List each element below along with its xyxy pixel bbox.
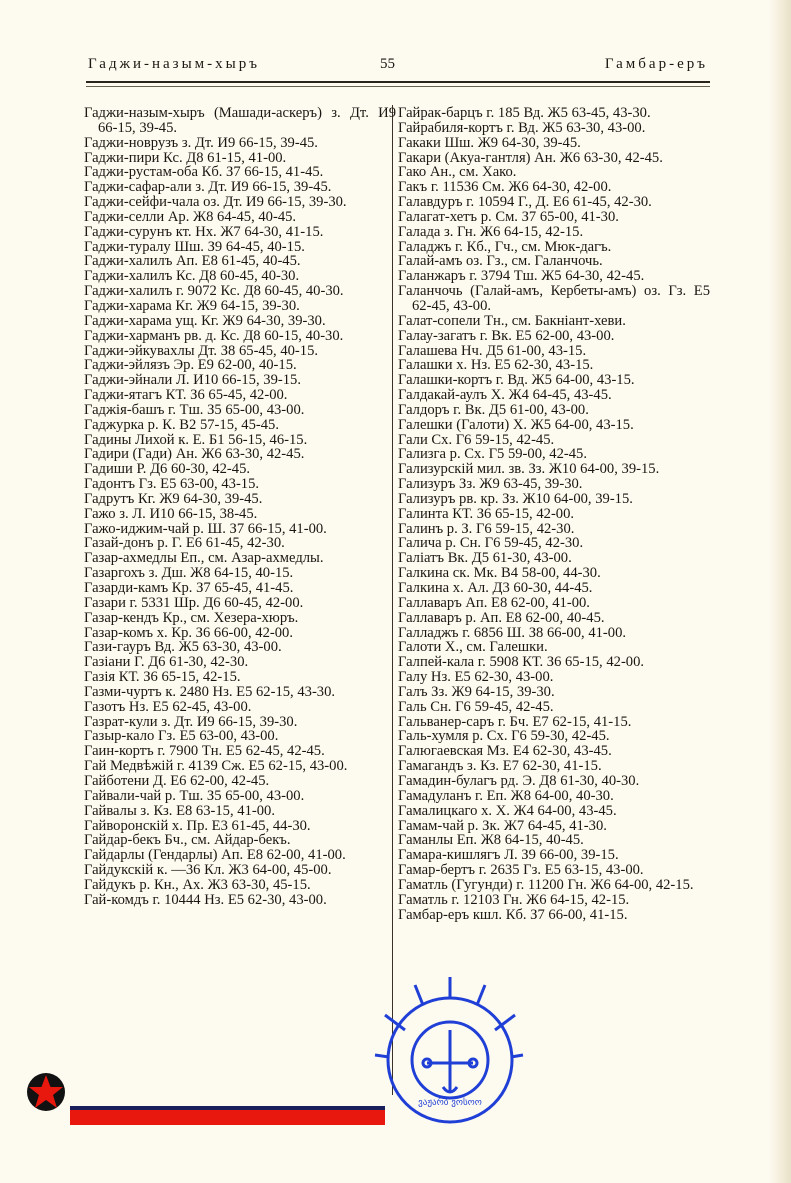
gazetteer-entry: Гализурскій мил. зв. Зз. Ж10 64-00, 39-15.: [398, 461, 660, 478]
gazetteer-entry: Гаджи-харманъ рв. д. Кс. Д8 60-15, 40-30.: [84, 327, 344, 344]
gazetteer-entry: Галладжъ г. 6856 Ш. З8 66-00, 41-00.: [398, 624, 627, 641]
gazetteer-entry: Галат-сопели Тн., см. Бакніант-хеви.: [398, 312, 626, 329]
gazetteer-entry: Гаджи-назым-хыръ (Машади-аскеръ) з. Дт. И9 66-15, 39-45.: [84, 105, 396, 136]
gazetteer-entry: Гамалицкаго х. Х. Ж4 64-00, 43-45.: [398, 802, 617, 819]
gazetteer-entry: Гадири (Гади) Ан. Ж6 63-30, 42-45.: [84, 446, 305, 463]
library-stamp-icon: [365, 975, 525, 1125]
right-column: [398, 106, 710, 922]
red-star-logo-icon: [26, 1072, 66, 1112]
left-column: [84, 106, 396, 908]
left-running-head: Гаджи-назым-хыръ: [88, 56, 260, 72]
gazetteer-entry: Гако Ан., см. Хако.: [398, 164, 517, 181]
gazetteer-entry: Гаджія-башъ г. Тш. З5 65-00, 43-00.: [84, 401, 305, 418]
gazetteer-entry: Галешки (Галоти) Х. Ж5 64-00, 43-15.: [398, 416, 634, 433]
gazetteer-entry: Гаджи-пири Кс. Д8 61-15, 41-00.: [84, 149, 287, 166]
gazetteer-entry: Галича р. Сн. Г6 59-45, 42-30.: [398, 535, 584, 552]
gazetteer-entry: Галдоръ г. Вк. Д5 61-00, 43-00.: [398, 401, 589, 418]
gazetteer-entry: Гаматль г. 12103 Гн. Ж6 64-15, 42-15.: [398, 891, 630, 908]
gazetteer-entry: Гакъ г. 11536 См. Ж6 64-30, 42-00.: [398, 179, 612, 196]
gazetteer-entry: Газар-кендъ Кр., см. Хезера-хюръ.: [84, 609, 299, 626]
gazetteer-entry: Галавдуръ г. 10594 Г., Д. Е6 61-45, 42-30.: [398, 194, 652, 211]
gazetteer-entry: Гаджи-харама Кг. Ж9 64-15, 39-30.: [84, 297, 300, 314]
gazetteer-entry: Гаджи-туралу Шш. З9 64-45, 40-15.: [84, 238, 305, 255]
gazetteer-entry: Гай Медвѣжій г. 4139 Сж. Е5 62-15, 43-00.: [84, 758, 348, 775]
gazetteer-entry: Газар-комъ х. Кр. З6 66-00, 42-00.: [84, 624, 293, 641]
gazetteer-entry: Гализга р. Сх. Г5 59-00, 42-45.: [398, 446, 587, 463]
gazetteer-entry: Гамар-бертъ г. 2635 Гз. Е5 63-15, 43-00.: [398, 862, 644, 879]
gazetteer-entry: Гаманлы Еп. Ж8 64-15, 40-45.: [398, 832, 584, 849]
gazetteer-entry: Гаджи-халилъ Ап. Е8 61-45, 40-45.: [84, 253, 301, 270]
gazetteer-entry: Гализуръ рв. кр. Зз. Ж10 64-00, 39-15.: [398, 490, 633, 507]
gazetteer-entry: Гаджи-ятагъ КТ. З6 65-45, 42-00.: [84, 387, 288, 404]
gazetteer-entry: Гайворонскій х. Пр. Е3 61-45, 44-30.: [84, 817, 311, 834]
gazetteer-entry: Гамам-чай р. Зк. Ж7 64-45, 41-30.: [398, 817, 607, 834]
gazetteer-entry: Гакари (Акуа-гантля) Ан. Ж6 63-30, 42-45.: [398, 149, 663, 166]
gazetteer-entry: Газія КТ. З6 65-15, 42-15.: [84, 669, 241, 686]
gazetteer-entry: Газотъ Нз. Е5 62-45, 43-00.: [84, 698, 252, 715]
gazetteer-entry: Гай-комдъ г. 10444 Нз. Е5 62-30, 43-00.: [84, 891, 327, 908]
gazetteer-entry: Гадиши Р. Д6 60-30, 42-45.: [84, 461, 251, 478]
gazetteer-entry: Галу Нз. Е5 62-30, 43-00.: [398, 669, 554, 686]
page-number: 55: [380, 56, 395, 72]
gazetteer-entry: Гажо-иджим-чай р. Ш. З7 66-15, 41-00.: [84, 520, 327, 537]
gazetteer-entry: Гаин-кортъ г. 7900 Тн. Е5 62-45, 42-45.: [84, 743, 325, 760]
gazetteer-entry: Гази-гауръ Вд. Ж5 63-30, 43-00.: [84, 639, 282, 656]
gazetteer-entry: Газай-донъ р. Г. Е6 61-45, 42-30.: [84, 535, 285, 552]
gazetteer-entry: Гаджи-сурунъ кт. Нх. Ж7 64-30, 41-15.: [84, 223, 324, 240]
gazetteer-entry: Гаджи-сафар-али з. Дт. И9 66-15, 39-45.: [84, 179, 332, 196]
gazetteer-entry: Галь-хумля р. Сх. Г6 59-30, 42-45.: [398, 728, 610, 745]
gazetteer-entry: Галанчочь (Галай-амъ, Кербеты-амъ) оз. Гз. Е5 62-45, 43-00.: [398, 283, 710, 314]
page-edge: [769, 0, 791, 1183]
gazetteer-entry: Галпей-кала г. 5908 КТ. З6 65-15, 42-00.: [398, 654, 645, 671]
gazetteer-entry: Гаджи-сейфи-чала оз. Дт. И9 66-15, 39-30.: [84, 194, 347, 211]
gazetteer-entry: Гализуръ Зз. Ж9 63-45, 39-30.: [398, 476, 583, 493]
gazetteer-entry: Гаджи-халилъ г. 9072 Кс. Д8 60-45, 40-30.: [84, 283, 344, 300]
gazetteer-entry: Галлаваръ р. Ап. Е8 62-00, 40-45.: [398, 609, 605, 626]
gazetteer-entry: Гаджи-рустам-оба Кб. З7 66-15, 41-45.: [84, 164, 324, 181]
gazetteer-entry: Галь Сн. Г6 59-45, 42-45.: [398, 698, 554, 715]
gazetteer-entry: Гайдукъ р. Кн., Ах. Ж3 63-30, 45-15.: [84, 876, 311, 893]
gazetteer-entry: Гальванер-саръ г. Бч. Е7 62-15, 41-15.: [398, 713, 632, 730]
gazetteer-entry: Галинъ р. З. Г6 59-15, 42-30.: [398, 520, 575, 537]
gazetteer-entry: Гажо з. Л. И10 66-15, 38-45.: [84, 505, 258, 522]
gazetteer-entry: Гайрабиля-кортъ г. Вд. Ж5 63-30, 43-00.: [398, 119, 646, 136]
gazetteer-entry: Галкина х. Ал. Д3 60-30, 44-45.: [398, 580, 593, 596]
gazetteer-entry: Гайвалы з. Кз. Е8 63-15, 41-00.: [84, 802, 275, 819]
gazetteer-entry: Гайдарлы (Гендарлы) Ап. Е8 62-00, 41-00.: [84, 847, 346, 864]
gazetteer-entry: Гали Сх. Г6 59-15, 42-45.: [398, 431, 555, 448]
gazetteer-entry: Галада з. Гн. Ж6 64-15, 42-15.: [398, 223, 584, 240]
gazetteer-entry: Гаджи-халилъ Кс. Д8 60-45, 40-30.: [84, 268, 300, 285]
logo-bar-red: [70, 1110, 385, 1125]
gazetteer-entry: Галлаваръ Ап. Е8 62-00, 41-00.: [398, 594, 590, 611]
gazetteer-entry: Газми-чуртъ к. 2480 Нз. Е5 62-15, 43-30.: [84, 683, 336, 700]
gazetteer-entry: Газар-ахмедлы Еп., см. Азар-ахмедлы.: [84, 550, 324, 567]
gazetteer-entry: Гаджи-новрузъ з. Дт. И9 66-15, 39-45.: [84, 134, 318, 151]
gazetteer-entry: Газаргохъ з. Дш. Ж8 64-15, 40-15.: [84, 565, 294, 582]
gazetteer-entry: Газрат-кули з. Дт. И9 66-15, 39-30.: [84, 713, 298, 730]
gazetteer-entry: Гайдукскій к. —36 Кл. Ж3 64-00, 45-00.: [84, 862, 332, 879]
gazetteer-entry: Галашева Нч. Д5 61-00, 43-15.: [398, 342, 587, 359]
gazetteer-entry: Галюгаевская Мз. Е4 62-30, 43-45.: [398, 743, 612, 760]
gazetteer-entry: Гаджи-эйкувахлы Дт. З8 65-45, 40-15.: [84, 342, 319, 359]
gazetteer-entry: Гайрак-барцъ г. 185 Вд. Ж5 63-45, 43-30.: [398, 105, 651, 121]
gazetteer-entry: Гадонтъ Гз. Е5 63-00, 43-15.: [84, 476, 260, 493]
gazetteer-entry: Галагат-хетъ р. См. З7 65-00, 41-30.: [398, 208, 619, 225]
gazetteer-entry: Галіатъ Вк. Д5 61-30, 43-00.: [398, 550, 572, 567]
gazetteer-entry: Гайдар-бекъ Бч., см. Айдар-бекъ.: [84, 832, 291, 849]
gazetteer-entry: Гамадуланъ г. Еп. Ж8 64-00, 40-30.: [398, 787, 614, 804]
gazetteer-entry: Гаджи-эйлязъ Эр. Е9 62-00, 40-15.: [84, 357, 297, 374]
gazetteer-entry: Гадины Лихой к. Е. Б1 56-15, 46-15.: [84, 431, 308, 448]
gazetteer-entry: Гамадин-булагъ рд. Э. Д8 61-30, 40-30.: [398, 772, 640, 789]
gazetteer-entry: Галау-загатъ г. Вк. Е5 62-00, 43-00.: [398, 327, 615, 344]
gazetteer-entry: Галашки-кортъ г. Вд. Ж5 64-00, 43-15.: [398, 372, 635, 389]
gazetteer-entry: Газарди-камъ Кр. З7 65-45, 41-45.: [84, 580, 294, 596]
gazetteer-entry: Галкина ск. Мк. В4 58-00, 44-30.: [398, 565, 601, 582]
gazetteer-entry: Галай-амъ оз. Гз., см. Галанчочь.: [398, 253, 603, 270]
stamp-text: ვაჟარბ ვოსოო: [418, 1098, 482, 1108]
gazetteer-entry: Галашки х. Нз. Е5 62-30, 43-15.: [398, 357, 594, 374]
gazetteer-entry: Гайвали-чай р. Тш. З5 65-00, 43-00.: [84, 787, 305, 804]
running-header: [88, 56, 708, 78]
gazetteer-entry: Гайботени Д. Е6 62-00, 42-45.: [84, 772, 270, 789]
gazetteer-entry: Галинта КТ. З6 65-15, 42-00.: [398, 505, 575, 522]
gazetteer-entry: Галоти Х., см. Галешки.: [398, 639, 548, 656]
gazetteer-entry: Галъ Зз. Ж9 64-15, 39-30.: [398, 683, 555, 700]
gazetteer-entry: Газари г. 5331 Шр. Д6 60-45, 42-00.: [84, 594, 304, 611]
right-running-head: Гамбар-еръ: [604, 56, 708, 72]
gazetteer-entry: Газыр-кало Гз. Е5 63-00, 43-00.: [84, 728, 279, 745]
gazetteer-entry: Гакаки Шш. Ж9 64-30, 39-45.: [398, 134, 581, 151]
gazetteer-entry: Гаджурка р. К. В2 57-15, 45-45.: [84, 416, 279, 433]
gazetteer-entry: Гамагандъ з. Кз. Е7 62-30, 41-15.: [398, 758, 602, 775]
gazetteer-entry: Галаджъ г. Кб., Гч., см. Мюк-дагъ.: [398, 238, 612, 255]
gazetteer-entry: Гамбар-еръ кшл. Кб. З7 66-00, 41-15.: [398, 906, 628, 923]
gazetteer-entry: Гаджи-селли Ар. Ж8 64-45, 40-45.: [84, 208, 297, 225]
gazetteer-entry: Галдакай-аулъ Х. Ж4 64-45, 43-45.: [398, 387, 612, 404]
gazetteer-entry: Газіани Г. Д6 61-30, 42-30.: [84, 654, 249, 671]
gazetteer-entry: Гамара-кишлягъ Л. З9 66-00, 39-15.: [398, 847, 619, 864]
gazetteer-entry: Гадрутъ Кг. Ж9 64-30, 39-45.: [84, 490, 263, 507]
gazetteer-entry: Гаджи-харама ущ. Кг. Ж9 64-30, 39-30.: [84, 312, 326, 329]
gazetteer-entry: Галанжаръ г. 3794 Тш. Ж5 64-30, 42-45.: [398, 268, 645, 285]
gazetteer-entry: Гаджи-эйнали Л. И10 66-15, 39-15.: [84, 372, 301, 389]
gazetteer-entry: Гаматль (Гугунди) г. 11200 Гн. Ж6 64-00, 42-15.: [398, 876, 694, 893]
header-rule: [86, 81, 710, 87]
